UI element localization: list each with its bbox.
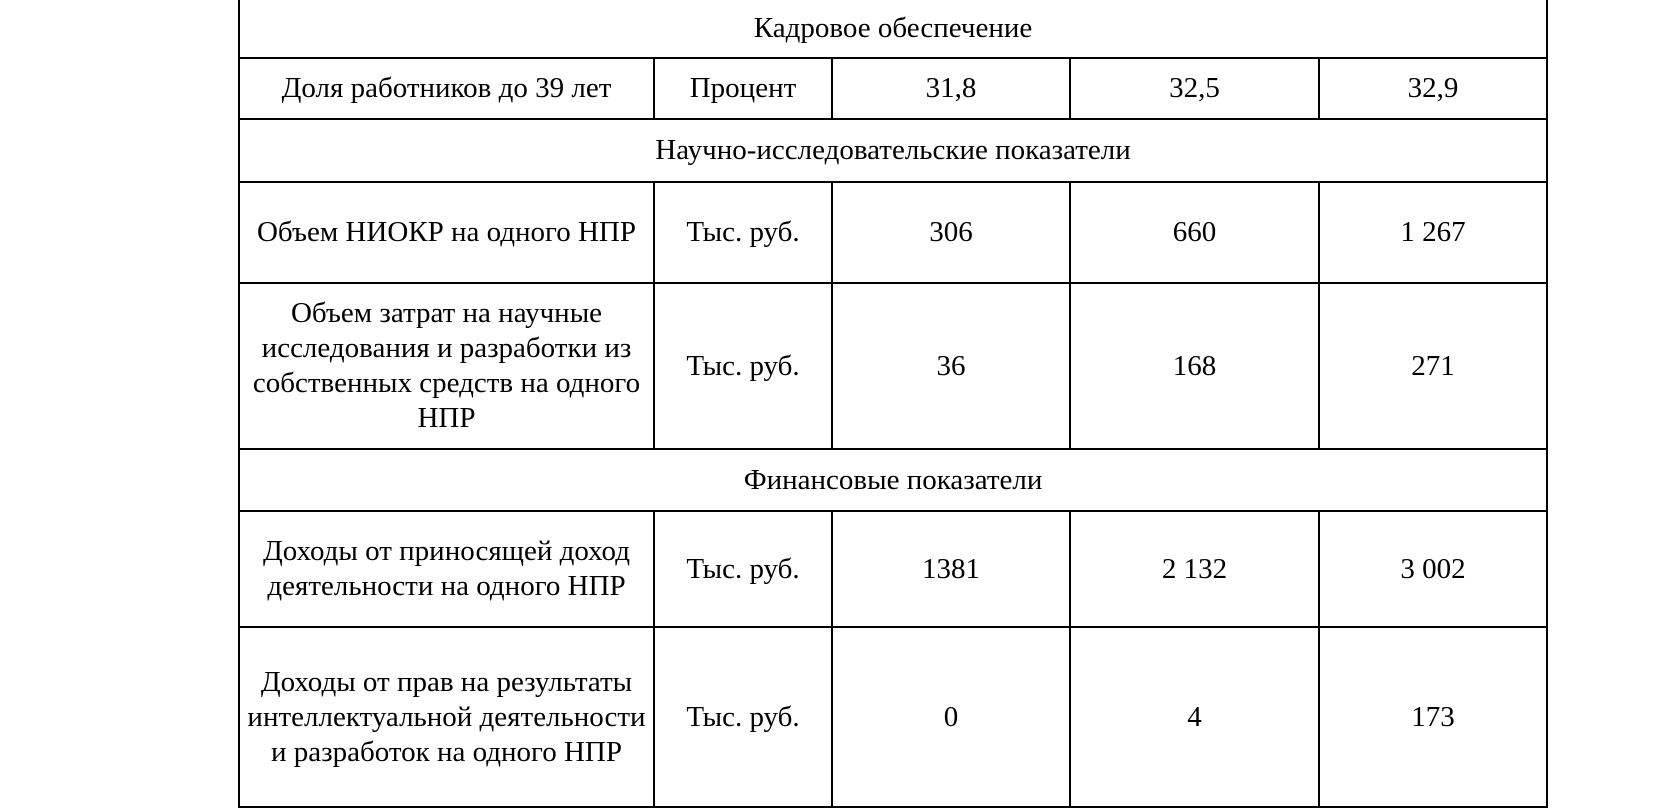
section-title-research: Научно-исследовательские показатели xyxy=(239,119,1547,182)
value-cell: 31,8 xyxy=(832,58,1070,119)
value-cell: 1 267 xyxy=(1319,182,1547,283)
section-title-finance: Финансовые показатели xyxy=(239,449,1547,511)
indicator-cell: Доля работников до 39 лет xyxy=(239,58,654,119)
value-cell: 168 xyxy=(1070,283,1319,449)
section-row-staffing xyxy=(239,0,1547,58)
indicator-cell: Доходы от приносящей доход деятельности на одного НПР xyxy=(239,511,654,627)
value-cell: 306 xyxy=(832,182,1070,283)
indicators-table xyxy=(238,0,1548,808)
unit-cell: Тыс. руб. xyxy=(654,182,832,283)
value-cell: 173 xyxy=(1319,627,1547,807)
value-cell: 271 xyxy=(1319,283,1547,449)
table-row xyxy=(239,627,1547,807)
table-row xyxy=(239,58,1547,119)
value-cell: 1381 xyxy=(832,511,1070,627)
value-cell: 32,9 xyxy=(1319,58,1547,119)
value-cell: 4 xyxy=(1070,627,1319,807)
value-cell: 0 xyxy=(832,627,1070,807)
value-cell: 36 xyxy=(832,283,1070,449)
table-row xyxy=(239,511,1547,627)
section-row-research xyxy=(239,119,1547,182)
section-row-finance xyxy=(239,449,1547,511)
value-cell: 3 002 xyxy=(1319,511,1547,627)
table-row xyxy=(239,283,1547,449)
value-cell: 660 xyxy=(1070,182,1319,283)
section-title-staffing: Кадровое обеспечение xyxy=(239,0,1547,58)
indicator-cell: Доходы от прав на результаты интеллектуальной деятельности и разработок на одного НПР xyxy=(239,627,654,807)
unit-cell: Тыс. руб. xyxy=(654,627,832,807)
unit-cell: Тыс. руб. xyxy=(654,283,832,449)
indicator-cell: Объем затрат на научные исследования и разработки из собственных средств на одного НПР xyxy=(239,283,654,449)
unit-cell: Тыс. руб. xyxy=(654,511,832,627)
unit-cell: Процент xyxy=(654,58,832,119)
indicator-cell: Объем НИОКР на одного НПР xyxy=(239,182,654,283)
table-row xyxy=(239,182,1547,283)
value-cell: 32,5 xyxy=(1070,58,1319,119)
value-cell: 2 132 xyxy=(1070,511,1319,627)
